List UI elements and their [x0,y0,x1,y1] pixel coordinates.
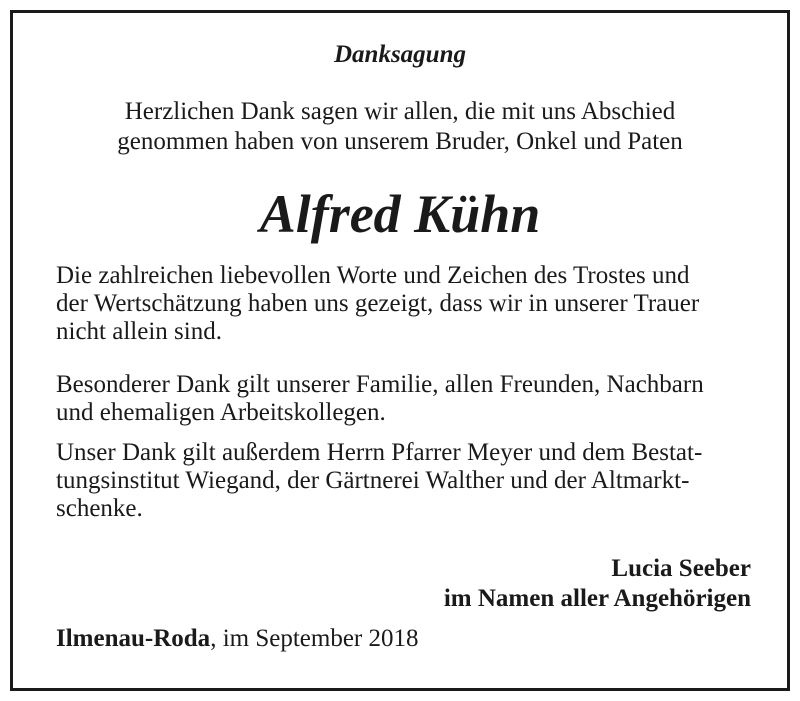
paragraph-line: schenke. [56,495,143,522]
signer-role: im Namen aller Angehörigen [443,585,751,612]
obituary-notice [10,10,790,691]
place-name: Ilmenau-Roda [56,625,211,652]
paragraph-further-thanks [56,439,776,523]
deceased-name: Alfred Kühn [259,184,541,244]
intro-line: Herzlichen Dank sagen wir allen, die mit uns Abschied [124,98,676,125]
paragraph-line: Besonderer Dank gilt unserer Familie, allen Freunden, Nachbarn [56,371,704,398]
paragraph-line: nicht allein sind. [56,318,222,345]
date-text: , im September 2018 [210,625,419,652]
intro-text [13,97,787,157]
signature-block [444,554,751,614]
signer-name: Lucia Seeber [611,555,751,582]
paragraph-line: tungsinstitut Wiegand, der Gärtnerei Walther und der Altmarkt- [56,467,690,494]
paragraph-family-thanks [56,371,776,427]
intro-line: genommen haben von unserem Bruder, Onkel und Paten [117,128,683,155]
notice-heading: Danksagung [334,41,466,68]
paragraph-line: der Wertschätzung haben uns gezeigt, dass wir in unserer Trauer [56,290,700,317]
paragraph-condolences [56,262,776,346]
paragraph-line: Die zahlreichen liebevollen Worte und Zeichen des Trostes und [56,262,690,289]
paragraph-line: und ehemaligen Arbeitskollegen. [56,399,386,426]
paragraph-line: Unser Dank gilt außerdem Herrn Pfarrer Meyer und dem Bestat- [56,439,703,466]
place-date-line [56,624,419,654]
